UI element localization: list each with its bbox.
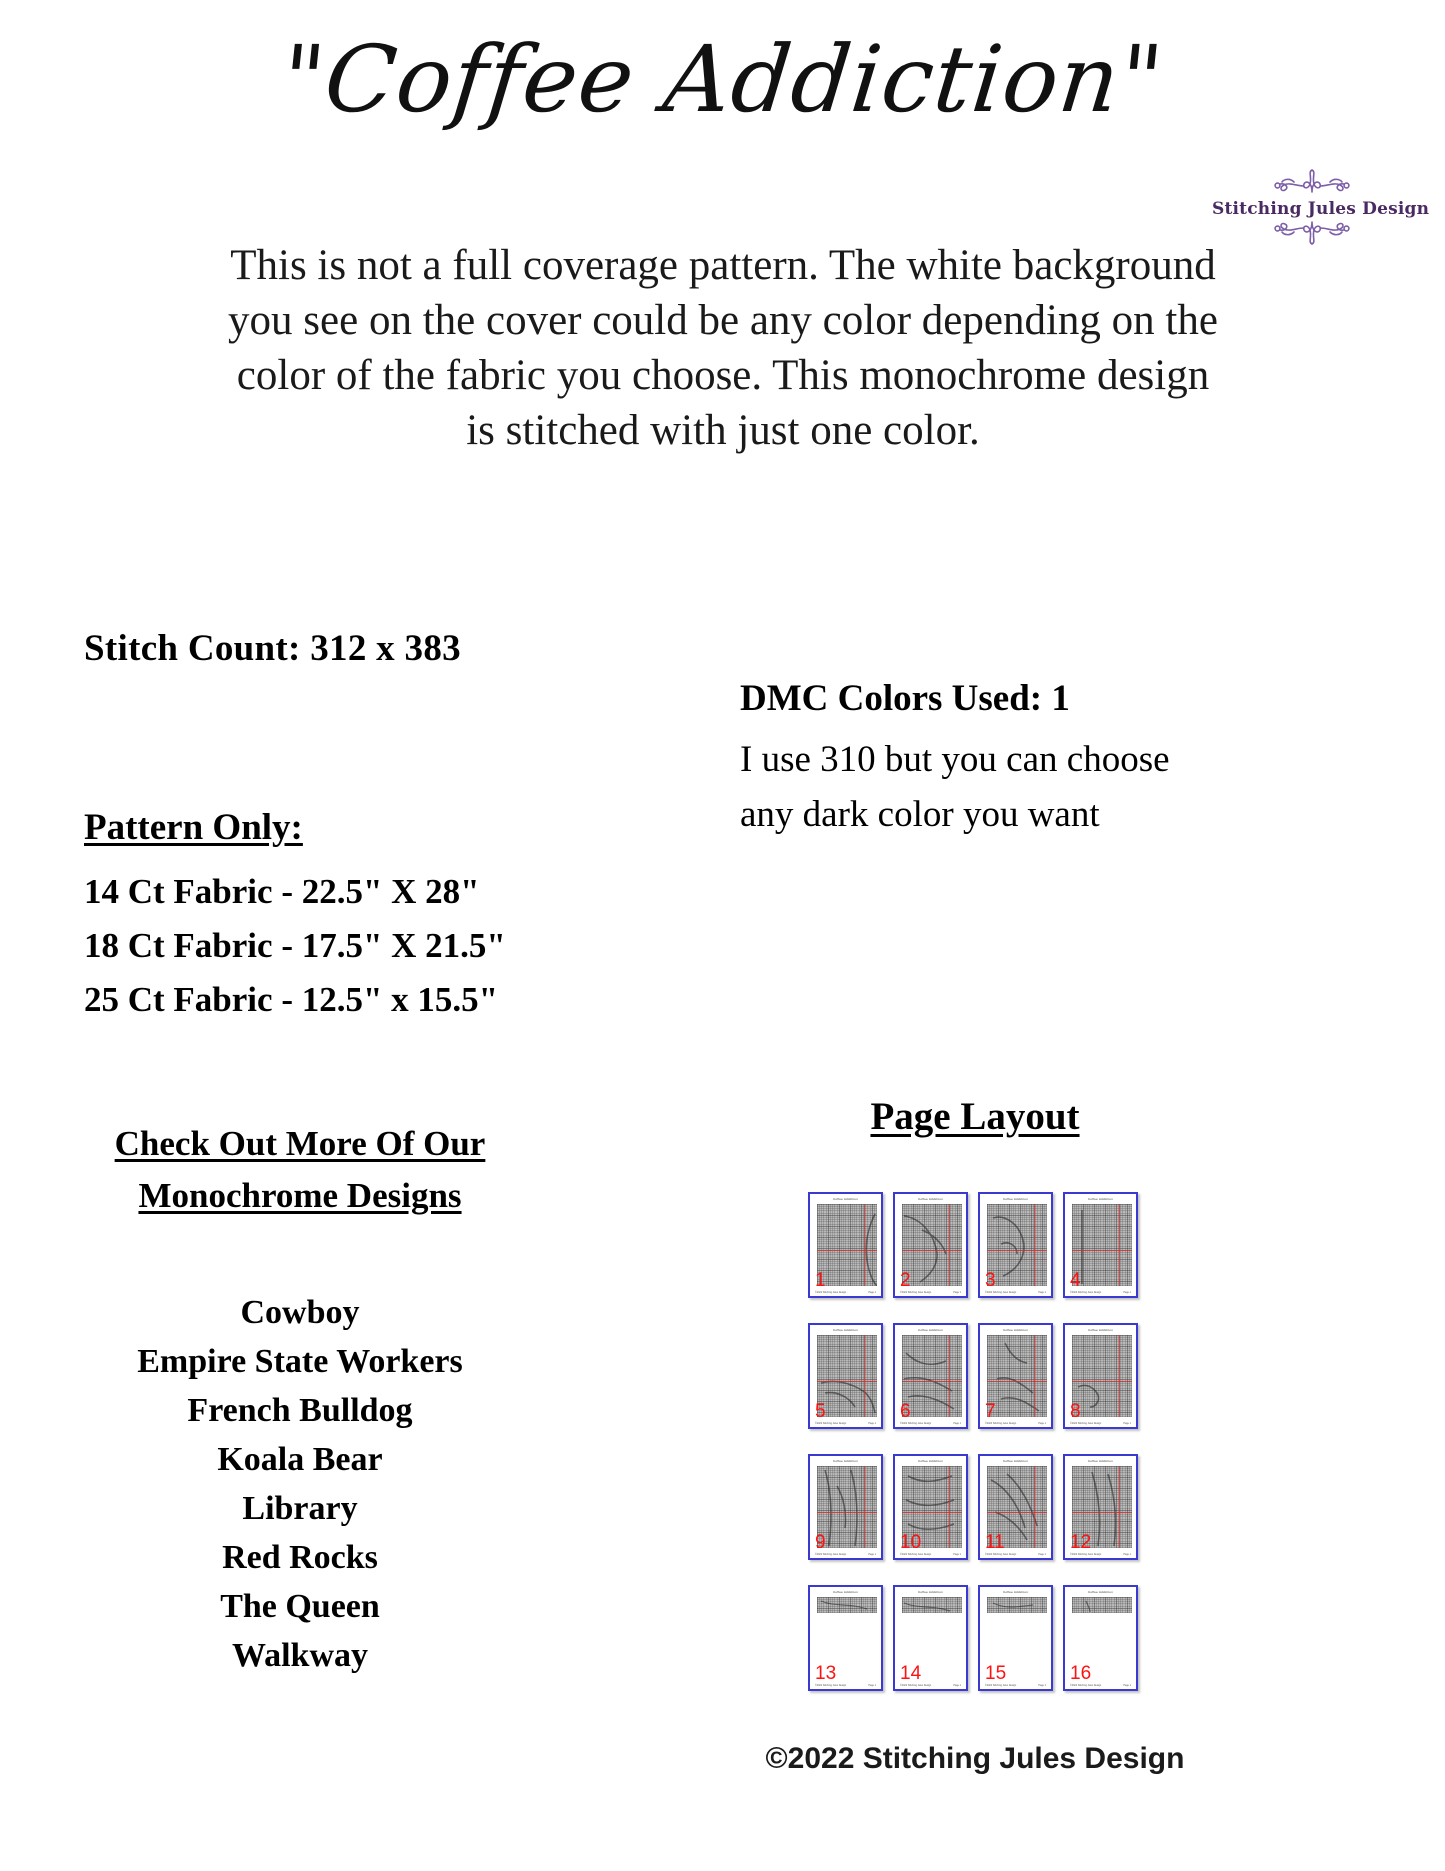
thumbnail-page-number: 4 <box>1070 1270 1081 1291</box>
thumbnail-chart-grid <box>902 1597 962 1613</box>
thumbnail-page-number: 6 <box>900 1401 911 1422</box>
thumbnail-footer-left: ©2022 Stitching Jules Design <box>1070 1553 1102 1556</box>
list-item[interactable]: Empire State Workers <box>137 1343 463 1380</box>
thumbnail-chart-grid <box>987 1597 1047 1613</box>
thumbnail-chart-grid <box>817 1335 877 1417</box>
page-layout-grid <box>808 1192 1140 1697</box>
page-thumbnail[interactable] <box>808 1454 883 1560</box>
thumbnail-footer-left: ©2022 Stitching Jules Design <box>815 1553 847 1556</box>
thumbnail-footer-left: ©2022 Stitching Jules Design <box>900 1684 932 1687</box>
thumbnail-title: Coffee Addiction <box>833 1328 858 1332</box>
thumbnail-footer-left: ©2022 Stitching Jules Design <box>815 1291 847 1294</box>
thumbnail-footer-left: ©2022 Stitching Jules Design <box>815 1684 847 1687</box>
thumbnail-footer <box>900 1684 961 1687</box>
page-thumbnail[interactable] <box>893 1454 968 1560</box>
thumbnail-footer-left: ©2022 Stitching Jules Design <box>900 1291 932 1294</box>
center-guide-line-vertical <box>1119 1466 1120 1548</box>
thumbnail-chart-grid <box>987 1335 1047 1417</box>
thumbnail-footer-right: Page 1 <box>1038 1553 1046 1556</box>
thumbnail-title: Coffee Addiction <box>1088 1197 1113 1201</box>
thumbnail-footer-left: ©2022 Stitching Jules Design <box>1070 1684 1102 1687</box>
dmc-heading: DMC Colors Used: 1 <box>740 678 1070 719</box>
more-designs-heading <box>60 1118 540 1222</box>
list-item[interactable]: The Queen <box>220 1588 380 1625</box>
thumbnail-footer-right: Page 1 <box>1038 1684 1046 1687</box>
center-guide-line-horizontal <box>987 1512 1047 1513</box>
thumbnail-footer-right: Page 1 <box>1123 1422 1131 1425</box>
thumbnail-title: Coffee Addiction <box>1003 1328 1028 1332</box>
copyright-footer: ©2022 Stitching Jules Design <box>765 1742 1185 1775</box>
center-guide-line-horizontal <box>902 1381 962 1382</box>
center-guide-line-horizontal <box>817 1512 877 1513</box>
center-guide-line-vertical <box>1034 1335 1035 1417</box>
thumbnail-title: Coffee Addiction <box>833 1459 858 1463</box>
thumbnail-footer-left: ©2022 Stitching Jules Design <box>1070 1291 1102 1294</box>
thumbnail-page-number: 2 <box>900 1270 911 1291</box>
thumbnail-page-number: 12 <box>1070 1532 1092 1553</box>
thumbnail-page-number: 5 <box>815 1401 826 1422</box>
thumbnail-footer-right: Page 1 <box>953 1684 961 1687</box>
center-guide-line-horizontal <box>987 1250 1047 1251</box>
center-guide-line-vertical <box>1034 1466 1035 1548</box>
page-thumbnail[interactable] <box>893 1585 968 1691</box>
center-guide-line-vertical <box>864 1204 865 1286</box>
thumbnail-footer-right: Page 1 <box>953 1291 961 1294</box>
more-designs-heading-line: Check Out More Of Our <box>114 1124 486 1163</box>
center-guide-line-horizontal <box>987 1381 1047 1382</box>
thumbnail-footer-right: Page 1 <box>1123 1553 1131 1556</box>
page-title: "Coffee Addiction" <box>276 26 1169 133</box>
page-thumbnail[interactable] <box>1063 1585 1138 1691</box>
thumbnail-chart-grid <box>817 1204 877 1286</box>
thumbnail-footer <box>815 1422 876 1425</box>
thumbnail-footer-left: ©2022 Stitching Jules Design <box>985 1684 1017 1687</box>
thumbnail-title: Coffee Addiction <box>1003 1459 1028 1463</box>
intro-line: color of the fabric you choose. This monochrome design <box>236 352 1210 399</box>
thumbnail-title: Coffee Addiction <box>1003 1590 1028 1594</box>
thumbnail-footer-right: Page 1 <box>1038 1291 1046 1294</box>
thumbnail-chart-grid <box>902 1204 962 1286</box>
center-guide-line-horizontal <box>817 1381 877 1382</box>
dmc-note-line: I use 310 but you can choose <box>740 739 1170 780</box>
center-guide-line-vertical <box>949 1204 950 1286</box>
thumbnail-page-number: 11 <box>985 1532 1005 1553</box>
pattern-only-heading: Pattern Only: <box>84 807 303 848</box>
list-item[interactable]: French Bulldog <box>187 1392 413 1429</box>
intro-paragraph <box>118 238 1328 458</box>
center-guide-line-horizontal <box>1072 1512 1132 1513</box>
thumbnail-footer-right: Page 1 <box>1038 1422 1046 1425</box>
thumbnail-title: Coffee Addiction <box>1088 1459 1113 1463</box>
thumbnail-footer <box>1070 1684 1131 1687</box>
page-thumbnail[interactable] <box>978 1323 1053 1429</box>
page-thumbnail[interactable] <box>893 1192 968 1298</box>
page-thumbnail[interactable] <box>808 1192 883 1298</box>
thumbnail-footer-right: Page 1 <box>953 1553 961 1556</box>
thumbnail-footer <box>1070 1291 1131 1294</box>
center-guide-line-vertical <box>1119 1204 1120 1286</box>
thumbnail-title: Coffee Addiction <box>833 1590 858 1594</box>
thumbnail-footer-right: Page 1 <box>868 1684 876 1687</box>
thumbnail-chart-grid <box>817 1466 877 1548</box>
center-guide-line-horizontal <box>902 1512 962 1513</box>
dmc-colors-section <box>740 674 1300 842</box>
page-layout-heading: Page Layout <box>870 1095 1080 1138</box>
thumbnail-footer <box>1070 1422 1131 1425</box>
thumbnail-footer <box>815 1553 876 1556</box>
center-guide-line-horizontal <box>817 1250 877 1251</box>
thumbnail-page-number: 10 <box>900 1532 922 1553</box>
fabric-size-line: 14 Ct Fabric - 22.5" X 28" <box>84 872 480 911</box>
thumbnail-page-number: 14 <box>900 1663 922 1684</box>
thumbnail-chart-grid <box>987 1204 1047 1286</box>
ornamental-scroll-icon <box>1212 168 1412 198</box>
list-item[interactable]: Walkway <box>231 1637 369 1674</box>
thumbnail-footer-left: ©2022 Stitching Jules Design <box>985 1291 1017 1294</box>
intro-line: This is not a full coverage pattern. The white background <box>230 242 1216 289</box>
thumbnail-footer-left: ©2022 Stitching Jules Design <box>900 1422 932 1425</box>
thumbnail-title: Coffee Addiction <box>918 1197 943 1201</box>
designs-list <box>60 1288 540 1680</box>
thumbnail-title: Coffee Addiction <box>918 1328 943 1332</box>
thumbnail-title: Coffee Addiction <box>1003 1197 1028 1201</box>
thumbnail-title: Coffee Addiction <box>918 1459 943 1463</box>
thumbnail-footer-left: ©2022 Stitching Jules Design <box>900 1553 932 1556</box>
thumbnail-footer-left: ©2022 Stitching Jules Design <box>985 1422 1017 1425</box>
center-guide-line-vertical <box>1034 1204 1035 1286</box>
thumbnail-footer <box>985 1684 1046 1687</box>
list-item[interactable]: Library <box>242 1490 358 1527</box>
thumbnail-footer-left: ©2022 Stitching Jules Design <box>815 1422 847 1425</box>
page-thumbnail[interactable] <box>978 1585 1053 1691</box>
center-guide-line-horizontal <box>1072 1250 1132 1251</box>
page-thumbnail[interactable] <box>978 1454 1053 1560</box>
thumbnail-chart-grid <box>1072 1335 1132 1417</box>
thumbnail-footer <box>1070 1553 1131 1556</box>
center-guide-line-vertical <box>1119 1335 1120 1417</box>
thumbnail-title: Coffee Addiction <box>918 1590 943 1594</box>
thumbnail-footer <box>985 1291 1046 1294</box>
list-item[interactable]: Cowboy <box>240 1294 360 1331</box>
center-guide-line-vertical <box>949 1466 950 1548</box>
thumbnail-chart-grid <box>1072 1204 1132 1286</box>
thumbnail-footer-right: Page 1 <box>868 1291 876 1294</box>
thumbnail-chart-grid <box>902 1335 962 1417</box>
thumbnail-page-number: 9 <box>815 1532 826 1553</box>
thumbnail-footer-right: Page 1 <box>1123 1291 1131 1294</box>
stitch-count-label: Stitch Count: 312 x 383 <box>84 628 461 669</box>
list-item[interactable]: Koala Bear <box>217 1441 383 1478</box>
thumbnail-page-number: 15 <box>985 1663 1007 1684</box>
center-guide-line-vertical <box>864 1335 865 1417</box>
thumbnail-footer <box>815 1684 876 1687</box>
page-thumbnail[interactable] <box>978 1192 1053 1298</box>
thumbnail-footer-right: Page 1 <box>1123 1684 1131 1687</box>
more-designs-heading-line: Monochrome Designs <box>138 1176 462 1215</box>
center-guide-line-horizontal <box>1072 1381 1132 1382</box>
page-thumbnail[interactable] <box>1063 1454 1138 1560</box>
fabric-size-line: 25 Ct Fabric - 12.5" x 15.5" <box>84 980 499 1019</box>
page-thumbnail[interactable] <box>808 1585 883 1691</box>
thumbnail-title: Coffee Addiction <box>833 1197 858 1201</box>
thumbnail-page-number: 1 <box>815 1270 826 1291</box>
thumbnail-footer-right: Page 1 <box>868 1422 876 1425</box>
thumbnail-title: Coffee Addiction <box>1088 1328 1113 1332</box>
thumbnail-footer <box>900 1553 961 1556</box>
thumbnail-title: Coffee Addiction <box>1088 1590 1113 1594</box>
fabric-size-line: 18 Ct Fabric - 17.5" X 21.5" <box>84 926 506 965</box>
thumbnail-chart-grid <box>817 1597 877 1613</box>
list-item[interactable]: Red Rocks <box>222 1539 378 1576</box>
intro-line: is stitched with just one color. <box>466 407 980 454</box>
center-guide-line-vertical <box>864 1466 865 1548</box>
dmc-note-line: any dark color you want <box>740 794 1100 835</box>
logo-text: Stitching Jules Design <box>1212 199 1430 219</box>
thumbnail-footer-left: ©2022 Stitching Jules Design <box>1070 1422 1102 1425</box>
page-thumbnail[interactable] <box>1063 1192 1138 1298</box>
center-guide-line-vertical <box>949 1335 950 1417</box>
thumbnail-page-number: 7 <box>985 1401 996 1422</box>
thumbnail-footer <box>815 1291 876 1294</box>
pattern-only-section <box>84 806 554 1027</box>
thumbnail-page-number: 13 <box>815 1663 837 1684</box>
page-thumbnail[interactable] <box>808 1323 883 1429</box>
page-thumbnail[interactable] <box>893 1323 968 1429</box>
page-thumbnail[interactable] <box>1063 1323 1138 1429</box>
thumbnail-chart-grid <box>1072 1597 1132 1613</box>
thumbnail-footer-right: Page 1 <box>868 1553 876 1556</box>
thumbnail-footer-right: Page 1 <box>953 1422 961 1425</box>
thumbnail-footer <box>900 1422 961 1425</box>
thumbnail-footer <box>985 1422 1046 1425</box>
center-guide-line-horizontal <box>902 1250 962 1251</box>
thumbnail-footer-left: ©2022 Stitching Jules Design <box>985 1553 1017 1556</box>
thumbnail-page-number: 3 <box>985 1270 996 1291</box>
thumbnail-footer <box>985 1553 1046 1556</box>
intro-line: you see on the cover could be any color depending on the <box>228 297 1218 344</box>
thumbnail-page-number: 8 <box>1070 1401 1081 1422</box>
thumbnail-footer <box>900 1291 961 1294</box>
thumbnail-page-number: 16 <box>1070 1663 1092 1684</box>
